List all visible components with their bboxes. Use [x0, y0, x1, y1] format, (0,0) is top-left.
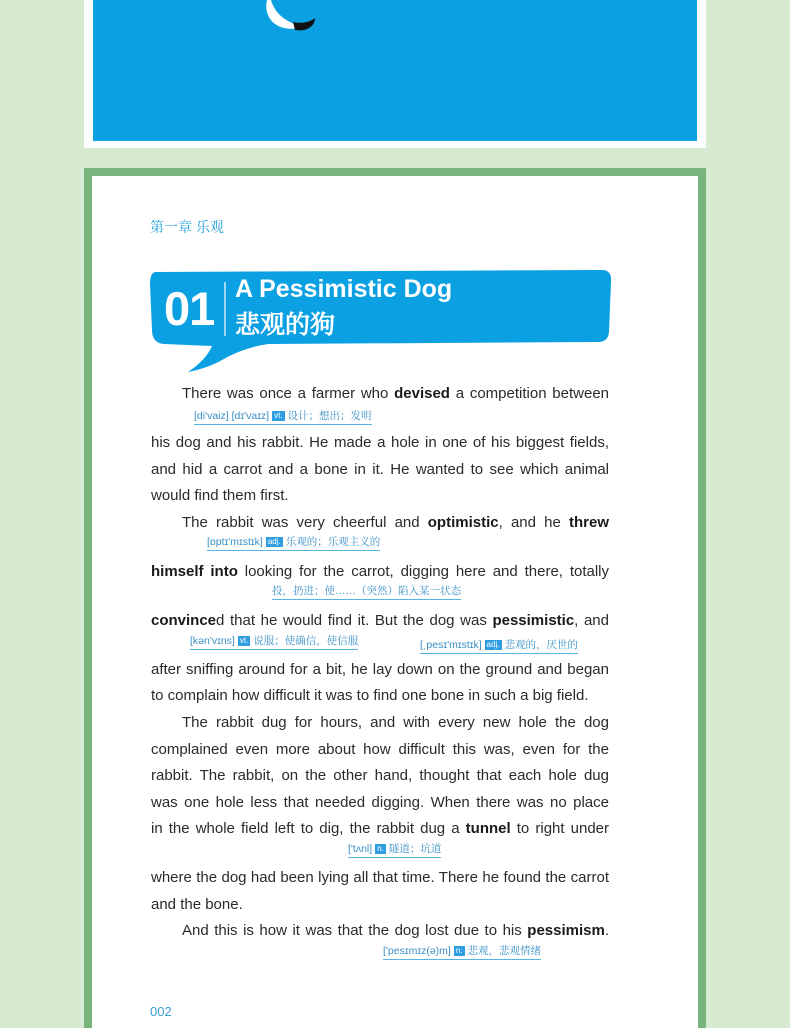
body-line: There was once a farmer who devised a competition between: [182, 385, 610, 402]
book-page: [92, 176, 698, 1028]
illustration-fragment: [253, 0, 333, 34]
body-line: The rabbit was very cheerful and optimistic, and he threw: [182, 514, 609, 531]
body-line: to complain how difficult it was to find one bone in such a big field.: [151, 687, 589, 704]
annotation-pessimism: ['pesɪmɪz(ə)m] n. 悲观，悲观情绪: [383, 943, 541, 960]
top-illustration-card: [84, 0, 706, 148]
body-line: was one hole less that needed digging. When there was no place: [151, 794, 609, 811]
body-line: And this is how it was that the dog lost due to his pessimism.: [182, 922, 609, 939]
body-line: rabbit. The rabbit, on the other hand, thought that each hole dug: [151, 767, 609, 784]
illustration-panel: [93, 0, 697, 141]
chapter-label: 第一章 乐观: [150, 219, 224, 235]
keyword-convince: convince: [151, 612, 217, 629]
annotation-threw-into: 投，扔进；使……（突然）陷入某一状态: [272, 583, 461, 600]
body-line: and hid a carrot and a bone in it. He wanted to see which animal: [151, 461, 609, 478]
keyword-devised: devised: [394, 385, 450, 402]
keyword-threw: threw: [568, 514, 609, 531]
body-line: in the whole field left to dig, the rabbit dug a tunnel to right under: [151, 820, 609, 837]
keyword-tunnel: tunnel: [465, 820, 511, 837]
keyword-optimistic: optimistic: [427, 514, 499, 531]
body-line: himself into looking for the carrot, digging here and there, totally: [151, 563, 610, 580]
body-line: and the bone.: [151, 896, 243, 913]
lesson-title-en: A Pessimistic Dog: [235, 275, 453, 303]
body-line: convinced that he would find it. But the dog was pessimistic, and: [151, 612, 609, 629]
page-number: 002: [150, 1004, 172, 1019]
lesson-title-zh: 悲观的狗: [235, 311, 336, 339]
page-frame: [84, 168, 706, 1028]
annotation-tunnel: ['tʌnl] n. 隧道；坑道: [348, 841, 441, 858]
lesson-title-banner: [150, 268, 612, 380]
keyword-himself-into: himself into: [151, 563, 238, 580]
body-line: complained even more about how difficult this was, even for the: [151, 741, 609, 758]
body-line: his dog and his rabbit. He made a hole in one of his biggest fields,: [151, 434, 609, 451]
annotation-pessimistic: [ˌpesɪ'mɪstɪk] adj. 悲观的，厌世的: [420, 637, 578, 654]
annotation-convince: [kən'vɪns] vt. 说服；使确信，使信服: [190, 633, 358, 650]
keyword-pessimistic: pessimistic: [492, 612, 575, 629]
keyword-pessimism: pessimism: [527, 922, 605, 939]
body-line: where the dog had been lying all that time. There he found the carrot: [151, 869, 609, 886]
body-line: The rabbit dug for hours, and with every new hole the dog: [182, 714, 609, 731]
annotation-devised: [di'vaiz] [dɪ'vaɪz] vt. 设计；想出；发明: [194, 408, 372, 425]
annotation-optimistic: [ɒptɪ'mɪstɪk] adj. 乐观的；乐观主义的: [207, 534, 380, 551]
body-line: would find them first.: [151, 487, 289, 504]
lesson-number: 01: [164, 282, 215, 335]
body-line: after sniffing around for a bit, he lay down on the ground and began: [151, 661, 609, 678]
